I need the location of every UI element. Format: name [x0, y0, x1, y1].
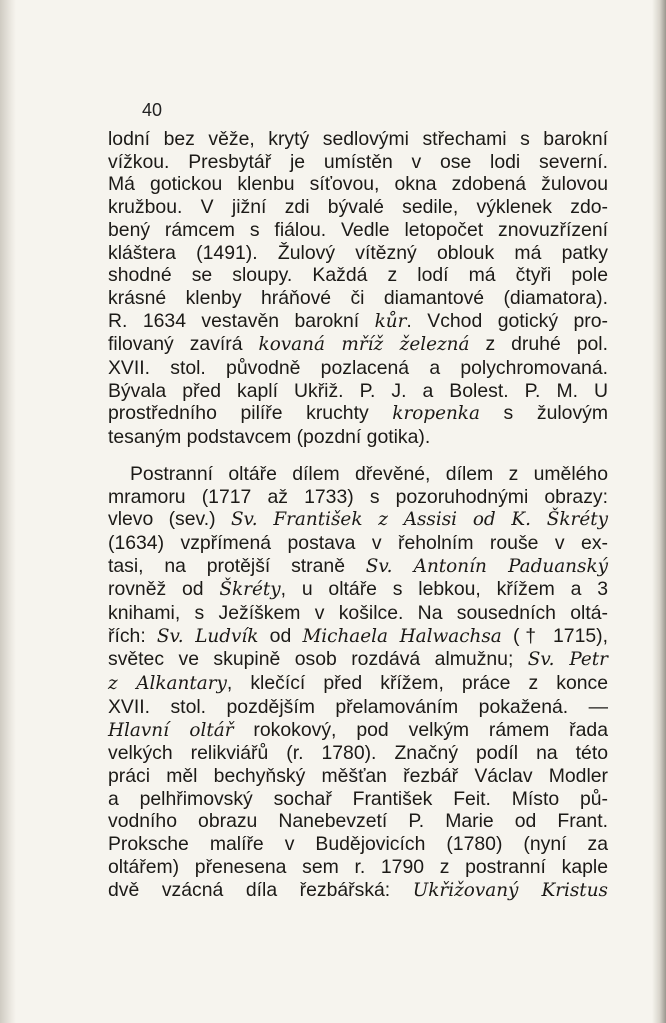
- text-line: Má gotickou klenbu síťovou, okna zdobená žulovou: [108, 173, 608, 196]
- text-line: XVII. stol. pozdějším přelamováním pokažená. —: [108, 695, 608, 718]
- text-line: Proksche malíře v Budějovicích (1780) (nyní za: [108, 833, 608, 856]
- text-line: oltářem) přenesena sem r. 1790 z postranní kaple: [108, 855, 608, 878]
- text-line: shodné se sloupy. Každá z lodí má čtyři pole: [108, 264, 608, 287]
- text-line: krásné klenby hráňové či diamantové (diamatora).: [108, 286, 608, 309]
- text-line: dvě vzácná díla řezbářská: Ukřižovaný Kristus: [108, 878, 608, 901]
- text-line: bený rámcem s fiálou. Vedle letopočet znovuzřízení: [108, 218, 608, 241]
- page-gutter: [0, 0, 16, 1023]
- paragraph-2: [108, 463, 608, 902]
- text-line: XVII. stol. původně pozlacená a polychromovaná.: [108, 357, 608, 380]
- text-line: vlevo (sev.) Sv. František z Assisi od K. Škréty: [108, 508, 608, 531]
- text-line: lodní bez věže, krytý sedlovými střechami s barokní: [108, 128, 608, 150]
- text-line: mramoru (1717 až 1733) s pozoruhodnými obrazy:: [108, 485, 608, 508]
- text-line: řích: Sv. Ludvík od Michaela Halwachsa († 1715),: [108, 624, 609, 647]
- text-line: Hlavní oltář rokokový, pod velkým rámem řada: [108, 718, 608, 741]
- text-line: filovaný zavírá kovaná mříž železná z druhé pol.: [108, 333, 608, 356]
- text-line: knihami, s Ježíškem v košilce. Na sousedních oltá-: [108, 602, 608, 625]
- text-line: práci měl bechyňský měšťan řezbář Václav Modler: [108, 764, 608, 787]
- paragraph-gap: [108, 449, 608, 463]
- text-line: z Alkantary, klečící před křížem, práce z konce: [108, 672, 609, 695]
- text-line: prostředního pilíře kruchty kropenka s žulovým: [108, 402, 608, 425]
- text-line: tasi, na protější straně Sv. Antonín Paduanský: [108, 554, 608, 577]
- text-line: vížkou. Presbytář je umístěn v ose lodi severní.: [108, 150, 608, 173]
- paragraph-1: [108, 128, 608, 449]
- page-edge: [652, 0, 666, 1023]
- text-line: kružbou. V jižní zdi bývalé sedile, výklenek zdo-: [108, 196, 608, 219]
- text-line: a pelhřimovský sochař František Feit. Místo pů-: [108, 787, 608, 810]
- body-text: [108, 128, 608, 902]
- text-line: Postranní oltáře dílem dřevěné, dílem z umělého: [130, 462, 608, 485]
- text-line: (1634) vzpřímená postava v řeholním rouše v ex-: [108, 531, 608, 554]
- page-number: 40: [142, 100, 163, 120]
- text-line: světec ve skupině osob rozdává almužnu; Sv. Petr: [108, 648, 608, 671]
- text-line: R. 1634 vestavěn barokní kůr. Vchod gotický pro-: [108, 309, 608, 332]
- text-line: vodního obrazu Nanebevzetí P. Marie od Frant.: [108, 810, 608, 833]
- text-line: rovněž od Škréty, u oltáře s lebkou, křížem a 3: [108, 578, 609, 601]
- text-line: Bývala před kaplí Ukřiž. P. J. a Bolest. P. M. U: [108, 379, 608, 402]
- text-line: velkých relikviářů (r. 1780). Značný podíl na této: [108, 742, 608, 765]
- text-line: tesaným podstavcem (pozdní gotika).: [108, 426, 431, 449]
- text-line: kláštera (1491). Žulový vítězný oblouk má patky: [108, 241, 608, 264]
